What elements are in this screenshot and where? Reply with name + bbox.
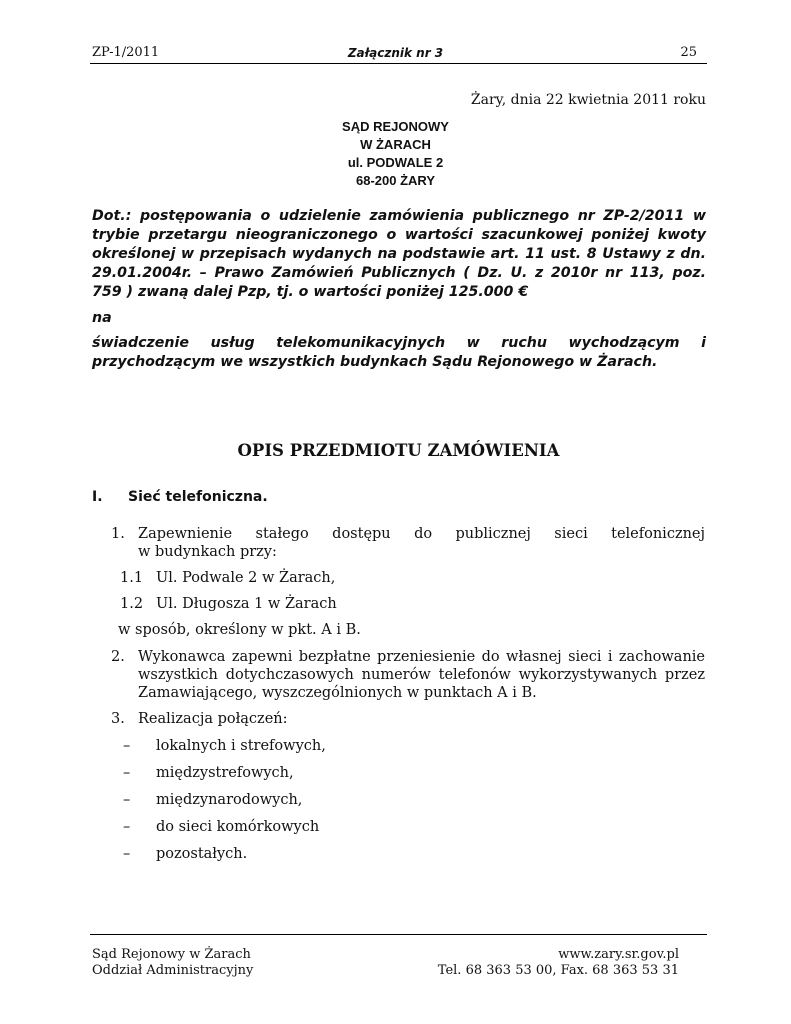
- date-line: Żary, dnia 22 kwietnia 2011 roku: [470, 92, 706, 108]
- bullet-item: pozostałych.: [156, 846, 248, 862]
- section-number: I.: [92, 489, 103, 505]
- court-line-4: 68-200 ŻARY: [356, 173, 435, 188]
- item-2-number: 2.: [111, 649, 125, 665]
- header-page-number: 25: [680, 45, 697, 60]
- bullet-dash: –: [123, 846, 131, 862]
- bullet-dash: –: [123, 765, 131, 781]
- item-2-line-2: wszystkich dotychczasowych numerów telefonów wykorzystywanych przez: [138, 667, 705, 683]
- court-line-1: SĄD REJONOWY: [342, 119, 449, 134]
- sub-item-1-number: 1.1: [120, 570, 144, 586]
- footer-department: Oddział Administracyjny: [92, 963, 254, 978]
- footer-website: www.zary.sr.gov.pl: [558, 947, 679, 962]
- header-rule: [90, 63, 707, 64]
- header-doc-id: ZP-1/2011: [92, 45, 160, 60]
- court-line-3: ul. PODWALE 2: [347, 155, 444, 170]
- section-title: Sieć telefoniczna.: [128, 489, 268, 505]
- footer-contact: Tel. 68 363 53 00, Fax. 68 363 53 31: [437, 963, 679, 978]
- regarding-na: na: [92, 310, 112, 326]
- item-2-line-3: Zamawiającego, wyszczególnionych w punktach A i B.: [138, 685, 537, 701]
- item-2-line-1: Wykonawca zapewni bezpłatne przeniesienie do własnej sieci i zachowanie: [138, 649, 705, 665]
- bullet-item: lokalnych i strefowych,: [156, 738, 326, 754]
- court-line-2: W ŻARACH: [360, 137, 431, 152]
- bullet-dash: –: [123, 819, 131, 835]
- document-title: OPIS PRZEDMIOTU ZAMÓWIENIA: [237, 441, 560, 460]
- item-1-number: 1.: [111, 526, 125, 542]
- bullet-item: do sieci komórkowych: [156, 819, 320, 835]
- regarding-subject: świadczenie usług telekomunikacyjnych w ruchu wychodzącym i przychodzącym we wszystkich budynkach Sądu Rejonowego w Żarach.: [92, 335, 706, 370]
- sub-item-2-number: 1.2: [120, 596, 144, 612]
- bullet-dash: –: [123, 738, 131, 754]
- bullet-dash: –: [123, 792, 131, 808]
- footer-court-name: Sąd Rejonowy w Żarach: [92, 947, 251, 962]
- sub-item-1-text: Ul. Podwale 2 w Żarach,: [156, 570, 336, 586]
- bullet-item: międzystrefowych,: [156, 765, 294, 781]
- item-3-number: 3.: [111, 711, 125, 727]
- manner-note: w sposób, określony w pkt. A i B.: [118, 622, 361, 638]
- court-address: [0, 118, 791, 190]
- footer-rule: [90, 934, 707, 935]
- bullet-item: międzynarodowych,: [156, 792, 303, 808]
- item-1-line-1: Zapewnienie stałego dostępu do publicznej sieci telefonicznej: [138, 526, 705, 542]
- sub-item-2-text: Ul. Długosza 1 w Żarach: [156, 596, 337, 612]
- regarding-paragraph: Dot.: postępowania o udzielenie zamówienia publicznego nr ZP-2/2011 w trybie przetargu nieograniczonego o wartości szacunkowej poniżej kwoty określonej w przepisach wydanych na podstawie art. 11 ust. 8 Ustawy z dn. 29.01.2004r. – Prawo Zamówień Publicznych ( Dz. U. z 2010r nr 113, poz. 759 ) zwaną dalej Pzp, tj. o wartości poniżej 125.000 €: [92, 208, 706, 300]
- item-3-text: Realizacja połączeń:: [138, 711, 288, 727]
- item-1-line-2: w budynkach przy:: [138, 544, 277, 560]
- header-attachment-label: Załącznik nr 3: [347, 46, 444, 60]
